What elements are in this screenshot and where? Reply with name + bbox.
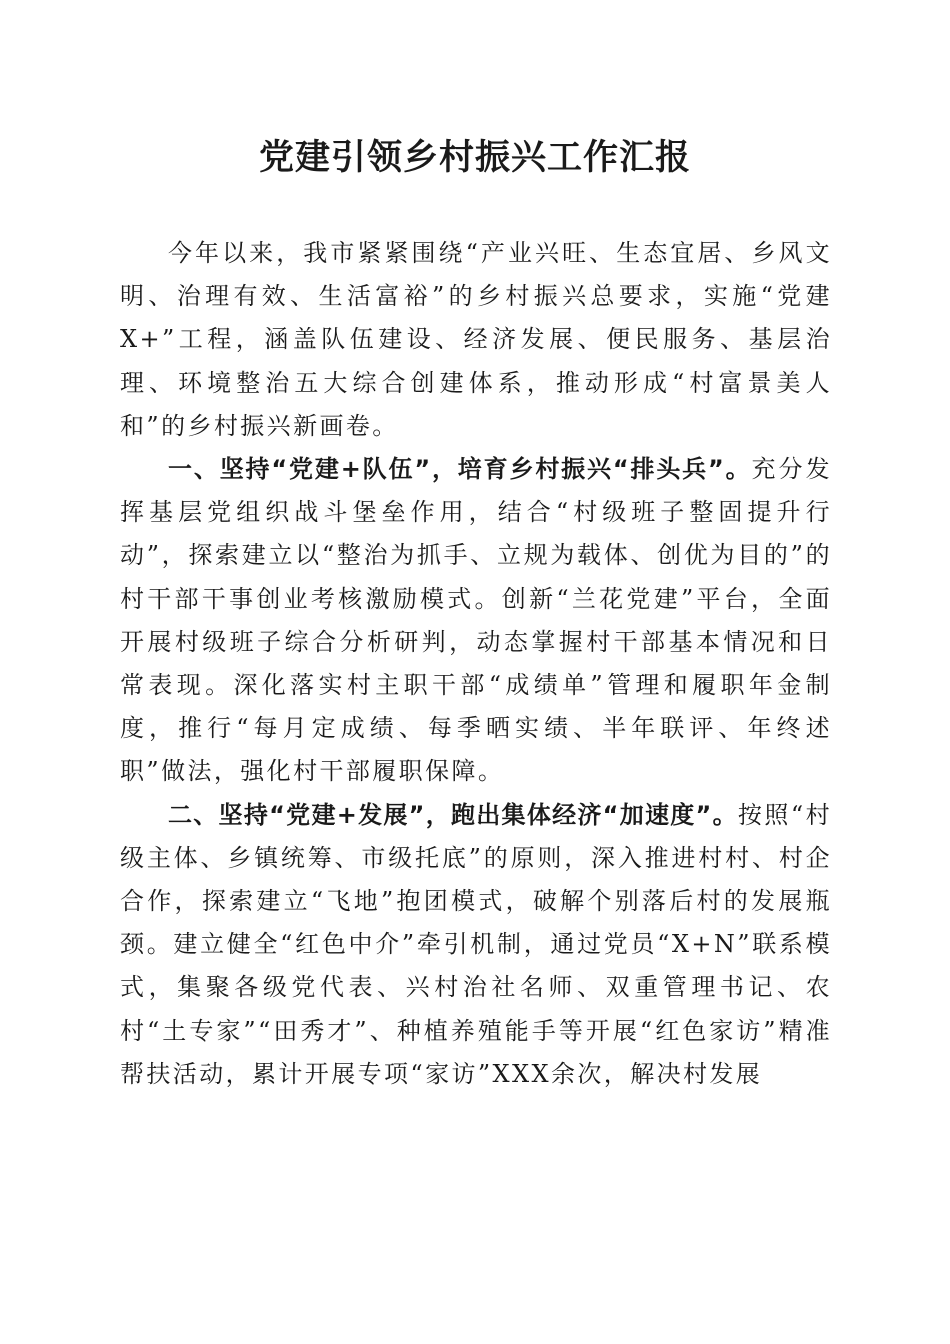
section-text-2: 按照“村级主体、乡镇统筹、市级托底”的原则，深入推进村村、村企合作，探索建立“飞地”抱团模式，破解个别落后村的发展瓶颈。建立健全“红色中介”牵引机制，通过党员“X+N”联系模式，集聚各级党代表、兴村治社名师、双重管理书记、农村“土专家”“田秀才”、种植养殖能手等开展“红色家访”精准帮扶活动，累计开展专项“家访”XXX余次，解决村发展 [120, 800, 832, 1088]
document-title: 党建引领乡村振兴工作汇报 [258, 137, 691, 178]
section-paragraph-2 [120, 794, 832, 1096]
section-text-1: 充分发挥基层党组织战斗堡垒作用，结合“村级班子整固提升行动”，探索建立以“整治为抓手、立规为载体、创优为目的”的村干部干事创业考核激励模式。创新“兰花党建”平台，全面开展村级班子综合分析研判，动态掌握村干部基本情况和日常表现。深化落实村主职干部“成绩单”管理和履职年金制度，推行“每月定成绩、每季晒实绩、半年联评、年终述职”做法，强化村干部履职保障。 [120, 455, 832, 786]
section-heading-1: 一、坚持“党建+队伍”，培育乡村振兴“排头兵”。 [168, 455, 752, 484]
document-body [120, 232, 832, 1096]
intro-paragraph: 今年以来，我市紧紧围绕“产业兴旺、生态宜居、乡风文明、治理有效、生活富裕”的乡村振兴总要求，实施“党建X+”工程，涵盖队伍建设、经济发展、便民服务、基层治理、环境整治五大综合创建体系，推动形成“村富景美人和”的乡村振兴新画卷。 [120, 239, 832, 440]
section-heading-2: 二、坚持“党建+发展”，跑出集体经济“加速度”。 [168, 800, 738, 829]
section-paragraph-1 [120, 448, 832, 794]
